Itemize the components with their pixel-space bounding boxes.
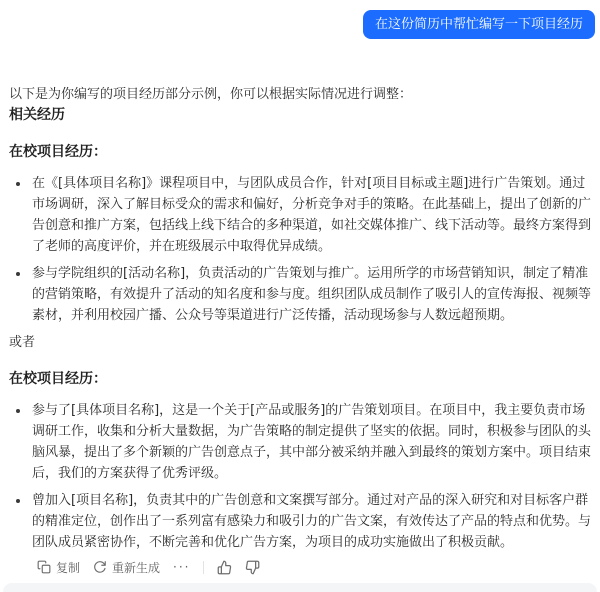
assistant-intro: 以下是为你编写的项目经历部分示例，你可以根据实际情况进行调整： <box>9 87 413 102</box>
thumbs-up-button[interactable] <box>217 560 232 575</box>
user-message-row <box>0 0 600 39</box>
more-button[interactable] <box>173 560 190 574</box>
thumbs-down-icon <box>245 560 260 575</box>
regenerate-label: 重新生成 <box>112 560 161 575</box>
list-item: 在《[具体项目名称]》课程项目中，与团队成员合作，针对[项目目标或主题]进行广告策划。通过市场调研，深入了解目标受众的需求和偏好，分析竞争对手的策略。在此基础上，提出了创新的广告创意和推广方案，包括线上线下结合的多种渠道，如社交媒体推广、线下活动等。最终方案得到了老师的高度评价，并在班级展示中取得优异成绩。 <box>32 173 591 257</box>
bullet-list-2 <box>9 400 591 553</box>
copy-icon <box>37 560 51 574</box>
or-separator: 或者 <box>9 335 36 350</box>
toolbar-divider <box>203 561 204 574</box>
ellipsis-icon: ··· <box>173 560 191 574</box>
regenerate-button[interactable] <box>93 559 160 576</box>
copy-button[interactable] <box>37 559 80 576</box>
heading-related-experience: 相关经历 <box>9 107 65 123</box>
thumbs-down-button[interactable] <box>245 560 260 575</box>
list-item: 参与了[具体项目名称]，这是一个关于[产品或服务]的广告策划项目。在项目中，我主要负责市场调研工作，收集和分析大量数据，为广告策略的制定提供了坚实的依据。同时，积极参与团队的头脑风暴，提出了多个新颖的广告创意点子，其中部分被采纳并融入到最终的策划方案中。项目结束后，我们的方案获得了优秀评级。 <box>32 400 591 484</box>
list-item: 参与学院组织的[活动名称]，负责活动的广告策划与推广。运用所学的市场营销知识，制定了精准的营销策略，有效提升了活动的知名度和参与度。组织团队成员制作了吸引人的宣传海报、视频等素材，并利用校园广播、公众号等渠道进行广泛传播，活动现场参与人数远超预期。 <box>32 263 591 326</box>
list-item: 曾加入[项目名称]，负责其中的广告创意和文案撰写部分。通过对产品的深入研究和对目标客户群的精准定位，创作出了一系列富有感染力和吸引力的广告文案，有效传达了产品的特点和优势。与团队成员紧密协作，不断完善和优化广告方案，为项目的成功实施做出了积极贡献。 <box>32 490 591 553</box>
bullet-list-1 <box>9 173 591 326</box>
thumbs-up-icon <box>217 560 232 575</box>
assistant-message <box>9 84 591 553</box>
copy-label: 复制 <box>56 560 81 575</box>
message-input-top-edge[interactable] <box>3 583 597 592</box>
message-toolbar <box>37 557 600 577</box>
heading-school-projects-2: 在校项目经历： <box>9 371 107 387</box>
refresh-icon <box>93 560 107 574</box>
user-message-bubble: 在这份简历中帮忙编写一下项目经历 <box>363 10 595 39</box>
heading-school-projects-1: 在校项目经历： <box>9 144 107 160</box>
